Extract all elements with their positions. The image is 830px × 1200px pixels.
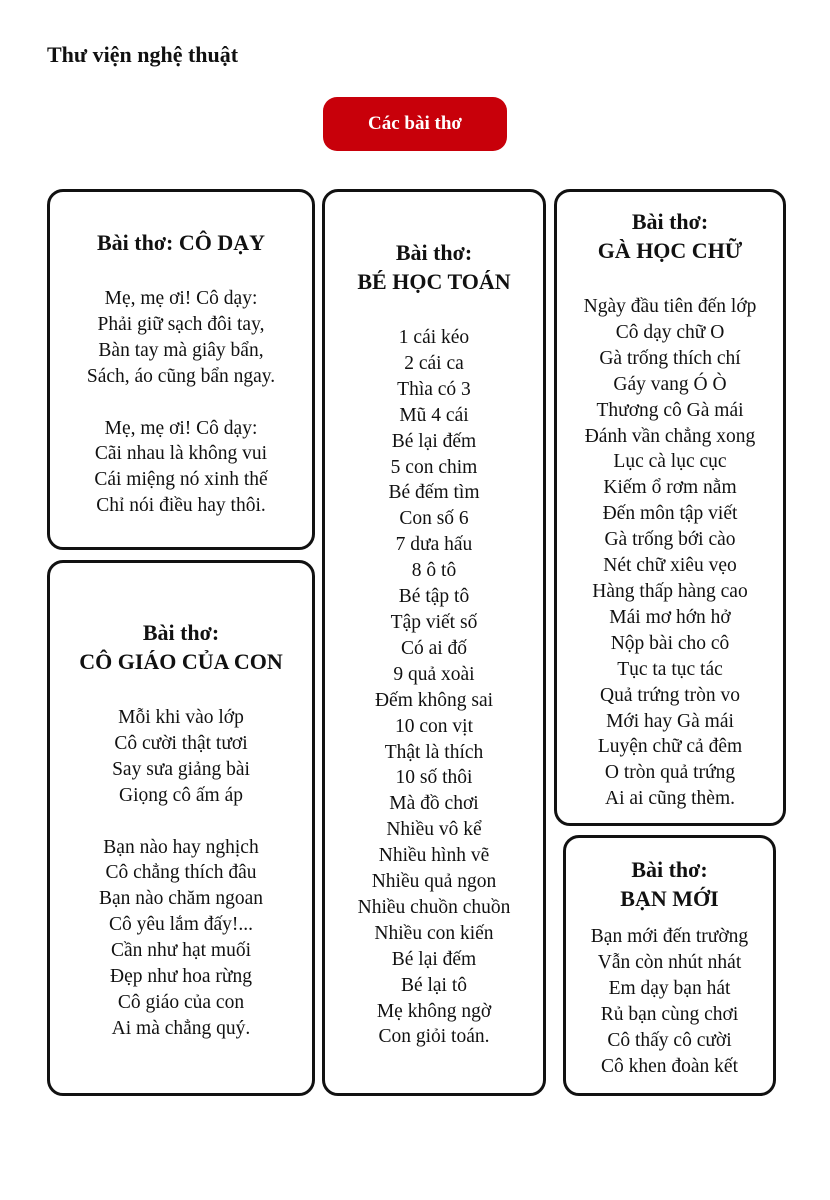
poem-line: Nét chữ xiêu vẹo	[603, 555, 737, 577]
poem-line: Con giỏi toán.	[378, 1026, 490, 1048]
poem-title	[557, 207, 783, 265]
poem-body	[50, 286, 312, 519]
poem-line: Mũ 4 cái	[399, 404, 469, 426]
poem-line: 7 dưa hấu	[395, 534, 473, 556]
poem-line: O tròn quả trứng	[604, 762, 736, 784]
poem-line: Cô chẳng thích đâu	[105, 862, 257, 884]
poem-line: Rủ bạn cùng chơi	[600, 1003, 739, 1025]
poem-line: Đẹp như hoa rừng	[110, 966, 252, 988]
poem-line: Đếm không sai	[374, 689, 494, 711]
poem-line: Mới hay Gà mái	[606, 710, 734, 732]
poem-line: Phải giữ sạch đôi tay,	[97, 313, 265, 335]
poem-body	[566, 924, 773, 1079]
poem-title-line: Bài thơ: CÔ DẠY	[96, 230, 266, 255]
poem-title	[325, 238, 543, 296]
poem-line: 9 quả xoài	[393, 663, 475, 685]
poem-line: Nhiều con kiến	[374, 922, 494, 944]
poem-line: 8 ô tô	[411, 560, 457, 582]
poem-line: Thật là thích	[384, 741, 484, 763]
poem-line: 10 con vịt	[395, 715, 473, 737]
poem-line: Cô dạy chữ O	[615, 321, 725, 343]
poem-title	[566, 855, 773, 913]
poem-line: Mẹ, mẹ ơi! Cô dạy:	[104, 288, 258, 309]
poem-title	[50, 228, 312, 257]
poem-line: Bạn nào hay nghịch	[103, 836, 259, 858]
poem-line: Gà trống thích chí	[599, 347, 741, 369]
poem-body	[325, 325, 543, 1050]
poem-line: Bé đếm tìm	[388, 482, 480, 504]
poem-line: Bạn nào chăm ngoan	[98, 888, 264, 910]
poem-line: Cô khen đoàn kết	[600, 1055, 738, 1077]
poem-line: Vẫn còn nhút nhát	[597, 951, 742, 973]
poem-title-line: Bài thơ:	[142, 620, 220, 645]
poem-line: Bé lại tô	[400, 974, 468, 996]
poem-line: Nhiều chuồn chuồn	[357, 896, 511, 918]
poem-line: Cãi nhau là không vui	[94, 443, 268, 465]
poem-title	[50, 618, 312, 676]
poem-line: 5 con chim	[390, 456, 478, 478]
poems-tab-button[interactable]	[323, 97, 507, 151]
poem-line: Nhiều hình vẽ	[378, 845, 490, 867]
poem-line: Mái mơ hớn hở	[609, 606, 731, 628]
poem-line: Bạn mới đến trường	[590, 926, 749, 947]
poem-title-line: Bài thơ:	[631, 857, 708, 882]
poem-line: Sách, áo cũng bẩn ngay.	[86, 365, 276, 387]
poem-line: Nhiều vô kể	[386, 819, 482, 841]
poem-line: Em dạy bạn hát	[608, 977, 731, 999]
poem-line: Gáy vang Ó Ò	[613, 373, 727, 395]
poem-line: Say sưa giảng bài	[112, 758, 250, 780]
poem-title-line: Bài thơ:	[631, 209, 709, 234]
poem-line: Cần như hạt muối	[110, 940, 251, 962]
poem-line: 2 cái ca	[404, 352, 464, 374]
poem-body	[557, 294, 783, 812]
poem-line: Mà đồ chơi	[389, 793, 479, 815]
poem-line: Cô giáo của con	[117, 991, 245, 1013]
poem-line: Cô cười thật tươi	[114, 732, 248, 754]
poem-line: Hàng thấp hàng cao	[592, 580, 748, 602]
poem-line: Ai ai cũng thèm.	[605, 788, 735, 810]
poem-line: Tục ta tục tác	[617, 658, 723, 680]
stanza-break	[50, 809, 312, 835]
poem-line: Tập viết số	[390, 611, 478, 633]
stanza-break	[50, 390, 312, 416]
poem-line: Kiếm ổ rơm nằm	[603, 477, 737, 499]
page-title: Thư viện nghệ thuật	[47, 42, 239, 67]
poems-tab-label: Các bài thơ	[368, 113, 462, 134]
poem-line: Giọng cô ấm áp	[118, 784, 243, 806]
poem-title-line: BẠN MỚI	[620, 886, 719, 911]
poem-line: 1 cái kéo	[398, 327, 470, 348]
poem-line: Bé lại đếm	[391, 430, 477, 452]
poem-line: Mẹ không ngờ	[376, 1000, 492, 1022]
poem-line: Cái miệng nó xinh thế	[94, 469, 268, 491]
poem-line: Lục cà lục cục	[613, 451, 727, 473]
poem-line: Thìa có 3	[397, 378, 471, 400]
poem-line: Thương cô Gà mái	[596, 399, 744, 421]
poem-line: Nộp bài cho cô	[610, 632, 730, 654]
poem-line: Có ai đố	[400, 637, 468, 659]
poem-line: Cô yêu lắm đấy!...	[108, 914, 254, 936]
poem-card-ga-hoc-chu	[554, 189, 786, 826]
poem-title-line: Bài thơ:	[395, 240, 473, 265]
poem-card-co-giao-cua-con	[47, 560, 315, 1096]
poem-line: 10 số thôi	[395, 767, 473, 789]
poem-line: Nhiều quả ngon	[371, 871, 497, 893]
poem-line: Gà trống bới cào	[604, 529, 736, 551]
poem-line: Bàn tay mà giây bẩn,	[98, 339, 264, 361]
poem-line: Cô thấy cô cười	[607, 1029, 732, 1051]
poem-body	[50, 705, 312, 1042]
poem-title-line: BÉ HỌC TOÁN	[357, 269, 511, 294]
poem-line: Mẹ, mẹ ơi! Cô dạy:	[104, 417, 258, 439]
poem-title-line: CÔ GIÁO CỦA CON	[79, 649, 283, 674]
poem-line: Đánh vần chẳng xong	[584, 425, 756, 447]
poem-line: Ai mà chẳng quý.	[111, 1017, 251, 1039]
poem-line: Bé lại đếm	[391, 948, 477, 970]
poem-line: Quả trứng tròn vo	[599, 684, 740, 706]
poem-card-ban-moi	[563, 835, 776, 1096]
poem-title-line: GÀ HỌC CHỮ	[597, 238, 743, 263]
poem-line: Ngày đầu tiên đến lớp	[583, 296, 757, 317]
poem-line: Luyện chữ cả đêm	[597, 736, 743, 758]
poem-card-be-hoc-toan	[322, 189, 546, 1096]
poem-line: Con số 6	[399, 508, 469, 530]
poem-line: Bé tập tô	[398, 586, 470, 608]
poem-card-co-day	[47, 189, 315, 550]
poem-line: Mỗi khi vào lớp	[118, 707, 244, 728]
poem-line: Chỉ nói điều hay thôi.	[96, 495, 266, 517]
poem-line: Đến môn tập viết	[602, 503, 738, 525]
